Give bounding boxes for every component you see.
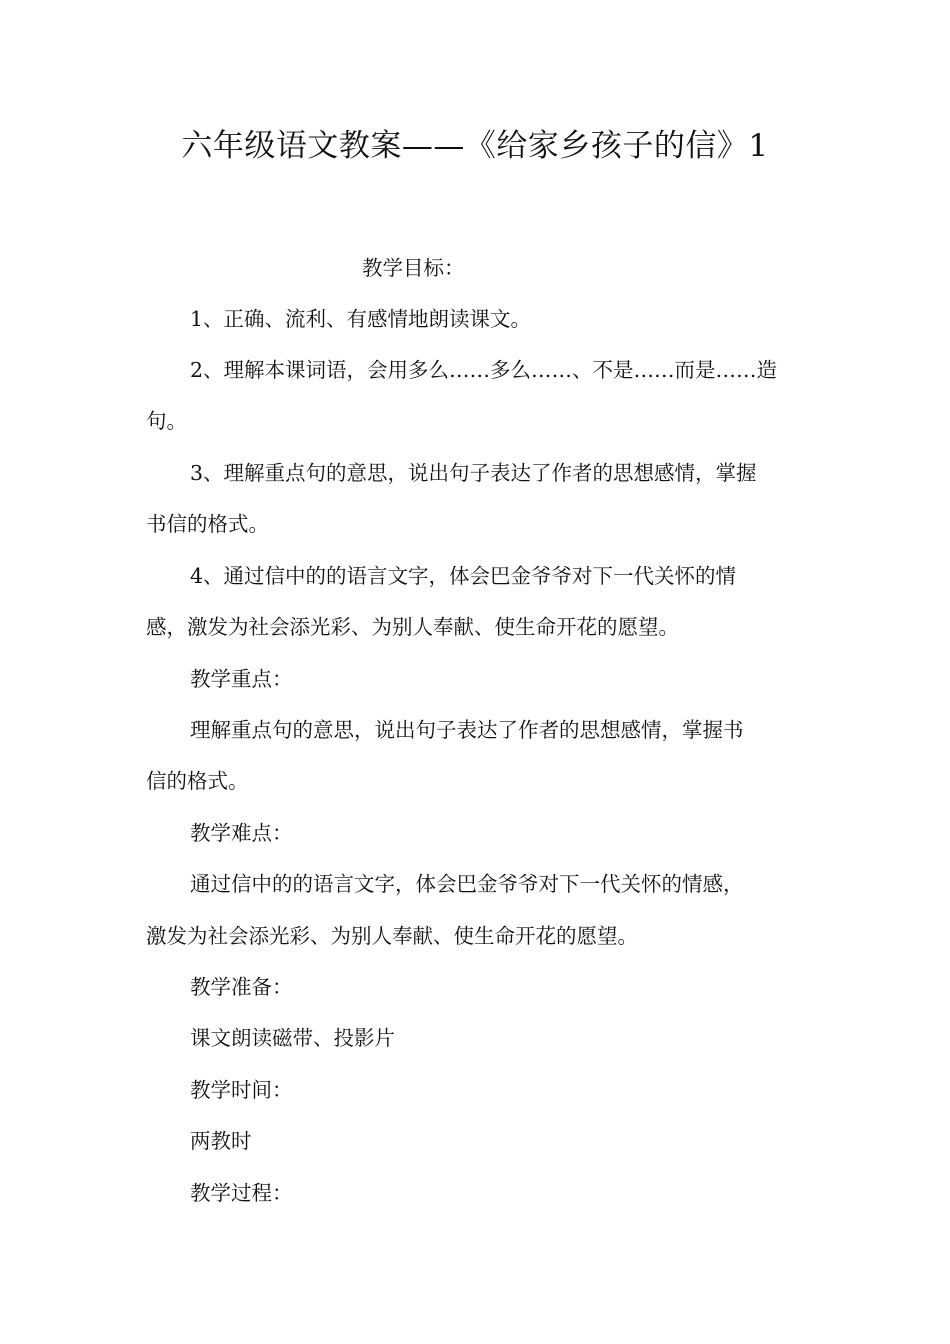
section-heading-difficulties: 教学难点： bbox=[190, 821, 293, 845]
section-heading-time: 教学时间： bbox=[190, 1078, 293, 1102]
time-text: 两教时 bbox=[190, 1129, 252, 1153]
section-heading-process: 教学过程： bbox=[190, 1181, 293, 1205]
difficulties-text-cont: 激发为社会添光彩、为别人奉献、使生命开花的愿望。 bbox=[146, 924, 638, 948]
objective-4-cont: 感，激发为社会添光彩、为别人奉献、使生命开花的愿望。 bbox=[146, 615, 679, 639]
objective-3-cont: 书信的格式。 bbox=[146, 512, 269, 536]
key-points-text: 理解重点句的意思，说出句子表达了作者的思想感情，掌握书 bbox=[190, 718, 744, 742]
objective-2-cont: 句。 bbox=[146, 409, 187, 433]
objective-2: 2、理解本课词语，会用多么……多么……、不是……而是……造 bbox=[190, 358, 778, 382]
section-heading-key-points: 教学重点： bbox=[190, 667, 293, 691]
section-heading-preparation: 教学准备： bbox=[190, 975, 293, 999]
objective-4: 4、通过信中的的语言文字，体会巴金爷爷对下一代关怀的情 bbox=[190, 564, 737, 588]
objective-1: 1、正确、流利、有感情地朗读课文。 bbox=[190, 307, 532, 331]
preparation-text: 课文朗读磁带、投影片 bbox=[190, 1026, 395, 1050]
objective-3: 3、理解重点句的意思，说出句子表达了作者的思想感情，掌握 bbox=[190, 461, 757, 485]
key-points-text-cont: 信的格式。 bbox=[146, 769, 249, 793]
section-heading-objectives: 教学目标： bbox=[362, 256, 465, 280]
document-title: 六年级语文教案——《给家乡孩子的信》1 bbox=[181, 128, 769, 164]
difficulties-text: 通过信中的的语言文字，体会巴金爷爷对下一代关怀的情感， bbox=[190, 872, 744, 896]
